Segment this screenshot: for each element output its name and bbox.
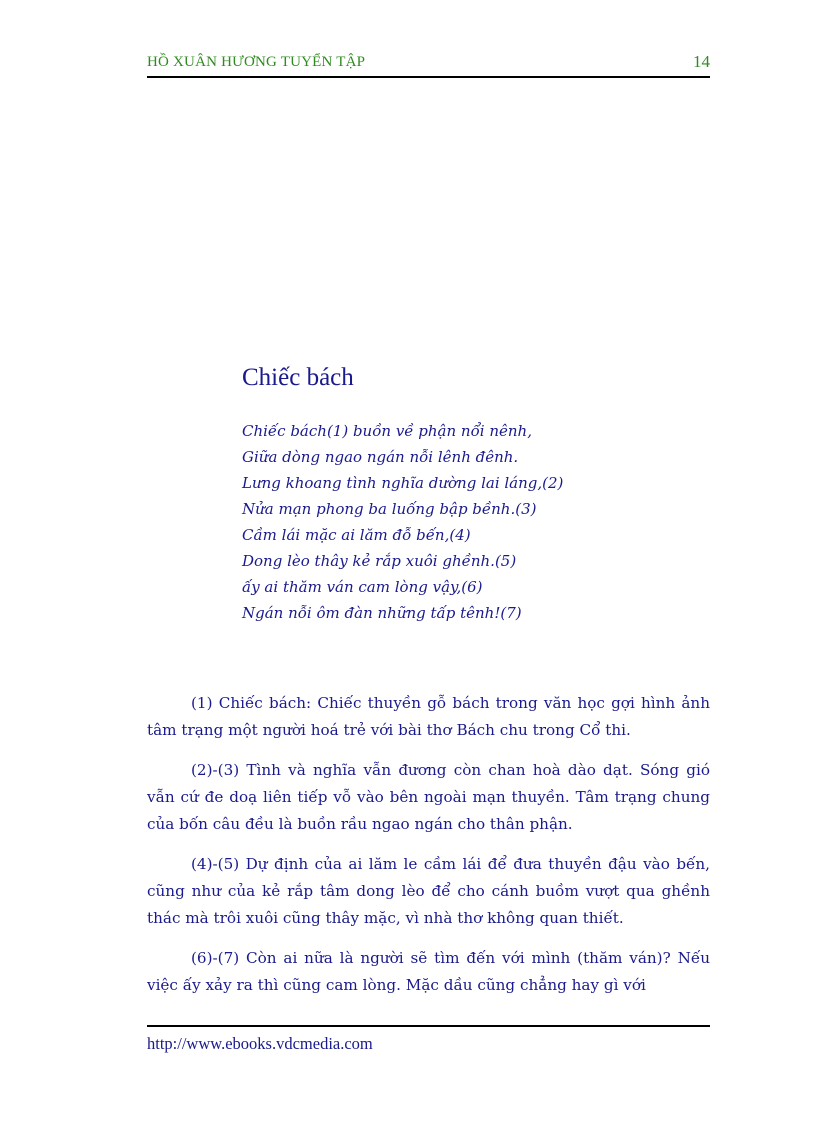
poem-body — [242, 418, 702, 626]
footnote-paragraph: (2)-(3) Tình và nghĩa vẫn đương còn chan hoà dào dạt. Sóng gió vẫn cứ đe doạ liên tiếp vỗ vào bên ngoài mạn thuyền. Tâm trạng chung của bốn câu đều là buồn rầu ngao ngán cho thân phận. — [147, 761, 710, 833]
page-header — [147, 50, 710, 78]
page-footer — [147, 1025, 710, 1053]
poem-line: Cầm lái mặc ai lăm đỗ bến,(4) — [242, 526, 471, 544]
poem-line: Chiếc bách(1) buồn về phận nổi nênh, — [242, 422, 532, 440]
footnotes — [147, 690, 710, 1012]
poem-line: Lưng khoang tình nghĩa dường lai láng,(2) — [242, 474, 564, 492]
poem-line: ấy ai thăm ván cam lòng vậy,(6) — [242, 578, 483, 596]
poem-line: Giữa dòng ngao ngán nỗi lênh đênh. — [242, 448, 519, 466]
poem-line: Dong lèo thây kẻ rắp xuôi ghềnh.(5) — [242, 552, 517, 570]
footnote-paragraph: (6)-(7) Còn ai nữa là người sẽ tìm đến với mình (thăm ván)? Nếu việc ấy xảy ra thì cũng cam lòng. Mặc dầu cũng chẳng hay gì với — [147, 949, 710, 994]
poem-line: Ngán nỗi ôm đàn những tấp tênh!(7) — [242, 604, 522, 622]
footnote-paragraph: (1) Chiếc bách: Chiếc thuyền gỗ bách trong văn học gợi hình ảnh tâm trạng một người hoá trẻ với bài thơ Bách chu trong Cổ thi. — [147, 694, 710, 739]
footnote-paragraph: (4)-(5) Dự định của ai lăm le cầm lái để đưa thuyền đậu vào bến, cũng như của kẻ rắp tâm dong lèo để cho cánh buồm vượt qua ghềnh thác mà trôi xuôi cũng thây mặc, vì nhà thơ không quan thiết. — [147, 855, 710, 927]
footer-link[interactable]: http://www.ebooks.vdcmedia.com — [147, 1034, 373, 1053]
page-number: 14 — [693, 52, 710, 71]
poem-line: Nửa mạn phong ba luống bập bềnh.(3) — [242, 500, 537, 518]
poem-title: Chiếc bách — [242, 364, 354, 391]
book-title: HỒ XUÂN HƯƠNG TUYỂN TẬP — [147, 54, 366, 70]
